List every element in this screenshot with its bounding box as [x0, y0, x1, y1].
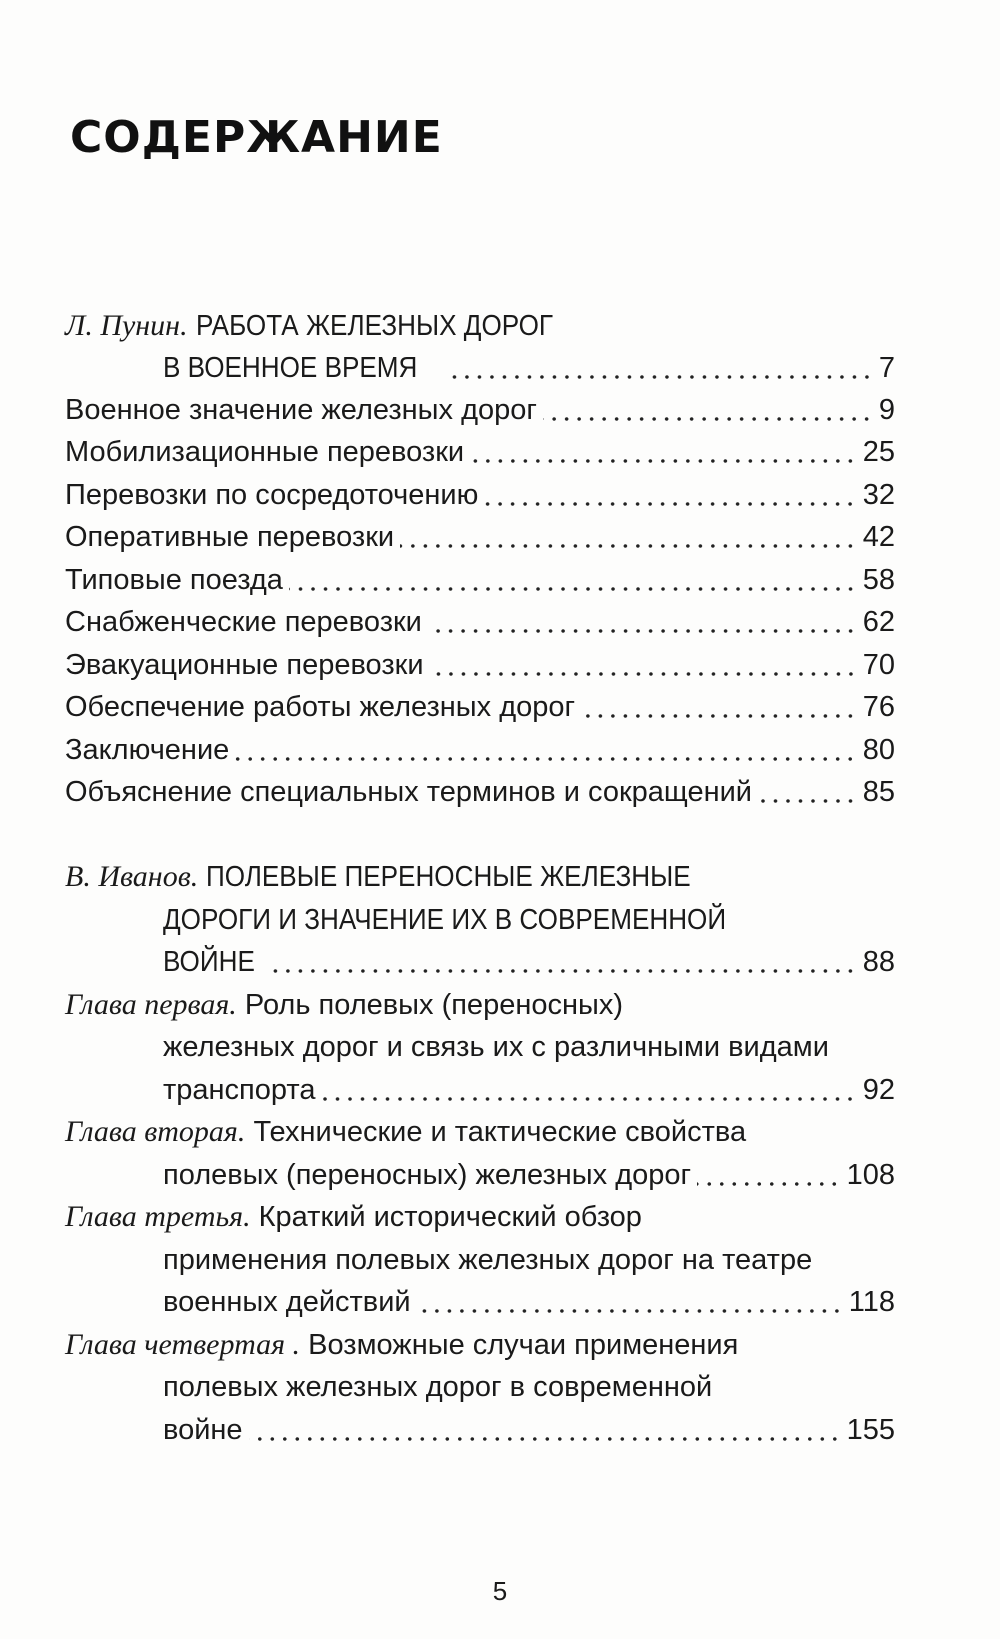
chapter-title: применения полевых железных дорог на театре: [163, 1244, 813, 1276]
chapter-3-cont: [163, 1284, 895, 1320]
chapter-title: Краткий исторический обзор: [258, 1201, 642, 1233]
toc-entry-page: 58: [862, 564, 895, 596]
toc-entry-label: Оперативные перевозки: [65, 521, 395, 553]
toc-entry-page: 80: [862, 734, 895, 766]
part1-title-line2: В ВОЕННОЕ ВРЕМЯ: [163, 352, 418, 384]
chapter-title: Роль полевых (переносных): [244, 989, 623, 1021]
part2-page: 88: [862, 946, 895, 978]
page-title: СОДЕРЖАНИЕ: [70, 112, 443, 163]
toc-entry-page: 42: [862, 521, 895, 553]
chapter-title: Возможные случаи применения: [308, 1329, 739, 1361]
leader-dots: [271, 969, 857, 973]
toc-entry-page: 62: [862, 606, 895, 638]
toc-entry[interactable]: [65, 562, 895, 598]
part2-title-line3: ВОЙНЕ: [163, 946, 255, 978]
part2-title-line1: ПОЛЕВЫЕ ПЕРЕНОСНЫЕ ЖЕЛЕЗНЫЕ: [206, 861, 691, 893]
toc-entry-label: Мобилизационные перевозки: [65, 436, 465, 468]
toc-entry[interactable]: [65, 689, 895, 725]
chapter-title: полевых (переносных) железных дорог: [163, 1159, 692, 1191]
toc-entry-label: Заключение: [65, 734, 230, 766]
part2-heading-cont: [163, 944, 895, 980]
chapter-title: железных дорог и связь их с различными видами: [163, 1031, 829, 1063]
leader-dots: [249, 1437, 841, 1441]
leader-dots: [697, 1182, 841, 1186]
toc-entry-page: 70: [862, 649, 895, 681]
chapter-title: войне: [163, 1414, 243, 1446]
toc-entry[interactable]: [65, 392, 895, 428]
leader-dots: [470, 459, 857, 463]
chapter-title: Технические и тактические свойства: [253, 1116, 747, 1148]
part2-title-line2: ДОРОГИ И ЗНАЧЕНИЕ ИХ В СОВРЕМЕННОЙ: [163, 904, 727, 936]
chapter-page: 108: [846, 1159, 895, 1191]
chapter-1-heading[interactable]: [65, 987, 895, 1023]
toc-entry-label: Типовые поезда: [65, 564, 283, 596]
toc-entry-label: Объяснение специальных терминов и сокращений: [65, 776, 752, 808]
leader-dots: [417, 1309, 843, 1313]
toc-entry-page: 85: [862, 776, 895, 808]
chapter-2-heading[interactable]: [65, 1114, 895, 1150]
toc-entry-page: 9: [878, 394, 895, 426]
chapter-4-heading[interactable]: [65, 1327, 895, 1363]
chapter-label: Глава первая.: [65, 988, 237, 1021]
chapter-4-cont: [163, 1412, 895, 1448]
chapter-title: полевых железных дорог в современной: [163, 1371, 713, 1403]
leader-dots: [321, 1097, 856, 1101]
toc-entry-page: 25: [862, 436, 895, 468]
chapter-page: 155: [846, 1414, 895, 1446]
toc-entry[interactable]: [65, 732, 895, 768]
part2-heading-cont: [163, 902, 895, 938]
toc-entry-label: Перевозки по сосредоточению: [65, 479, 479, 511]
chapter-label: Глава четвертая .: [65, 1328, 301, 1361]
chapter-4-cont: [163, 1369, 895, 1405]
toc-entry[interactable]: [65, 434, 895, 470]
chapter-title: транспорта: [163, 1074, 316, 1106]
leader-dots: [428, 629, 857, 633]
chapter-2-cont: [163, 1157, 895, 1193]
leader-dots: [581, 714, 857, 718]
chapter-3-cont: [163, 1242, 895, 1278]
toc-entry[interactable]: [65, 477, 895, 513]
part1-page: 7: [878, 352, 895, 384]
toc-entry-page: 32: [862, 479, 895, 511]
chapter-label: Глава третья.: [65, 1200, 251, 1233]
chapter-title: военных действий: [163, 1286, 411, 1318]
part1-heading: [65, 308, 895, 344]
part2-author: В. Иванов.: [65, 860, 199, 893]
toc-entry-label: Военное значение железных дорог: [65, 394, 537, 426]
leader-dots: [400, 544, 857, 548]
chapter-page: 118: [848, 1286, 895, 1318]
chapter-1-cont: [163, 1072, 895, 1108]
chapter-page: 92: [862, 1074, 895, 1106]
chapter-label: Глава вторая.: [65, 1115, 246, 1148]
toc-entry-label: Снабженческие перевозки: [65, 606, 422, 638]
leader-dots: [543, 417, 873, 421]
toc-entry[interactable]: [65, 519, 895, 555]
chapter-3-heading[interactable]: [65, 1199, 895, 1235]
part2-heading: [65, 859, 895, 895]
leader-dots: [289, 587, 857, 591]
leader-dots: [235, 757, 856, 761]
toc-entry[interactable]: [65, 647, 895, 683]
toc-entry-label: Обеспечение работы железных дорог: [65, 691, 576, 723]
part1-author: Л. Пунин.: [65, 309, 188, 342]
part1-heading-cont: [163, 350, 895, 386]
chapter-1-cont: [163, 1029, 895, 1065]
leader-dots: [430, 672, 857, 676]
toc-entry[interactable]: [65, 774, 895, 810]
toc-entry[interactable]: [65, 604, 895, 640]
page-number: 5: [492, 1576, 508, 1606]
leader-dots: [452, 375, 873, 379]
toc-entry-label: Эвакуационные перевозки: [65, 649, 424, 681]
leader-dots: [484, 502, 856, 506]
leader-dots: [758, 799, 857, 803]
part1-title-line1: РАБОТА ЖЕЛЕЗНЫХ ДОРОГ: [195, 310, 553, 342]
toc-entry-page: 76: [862, 691, 895, 723]
